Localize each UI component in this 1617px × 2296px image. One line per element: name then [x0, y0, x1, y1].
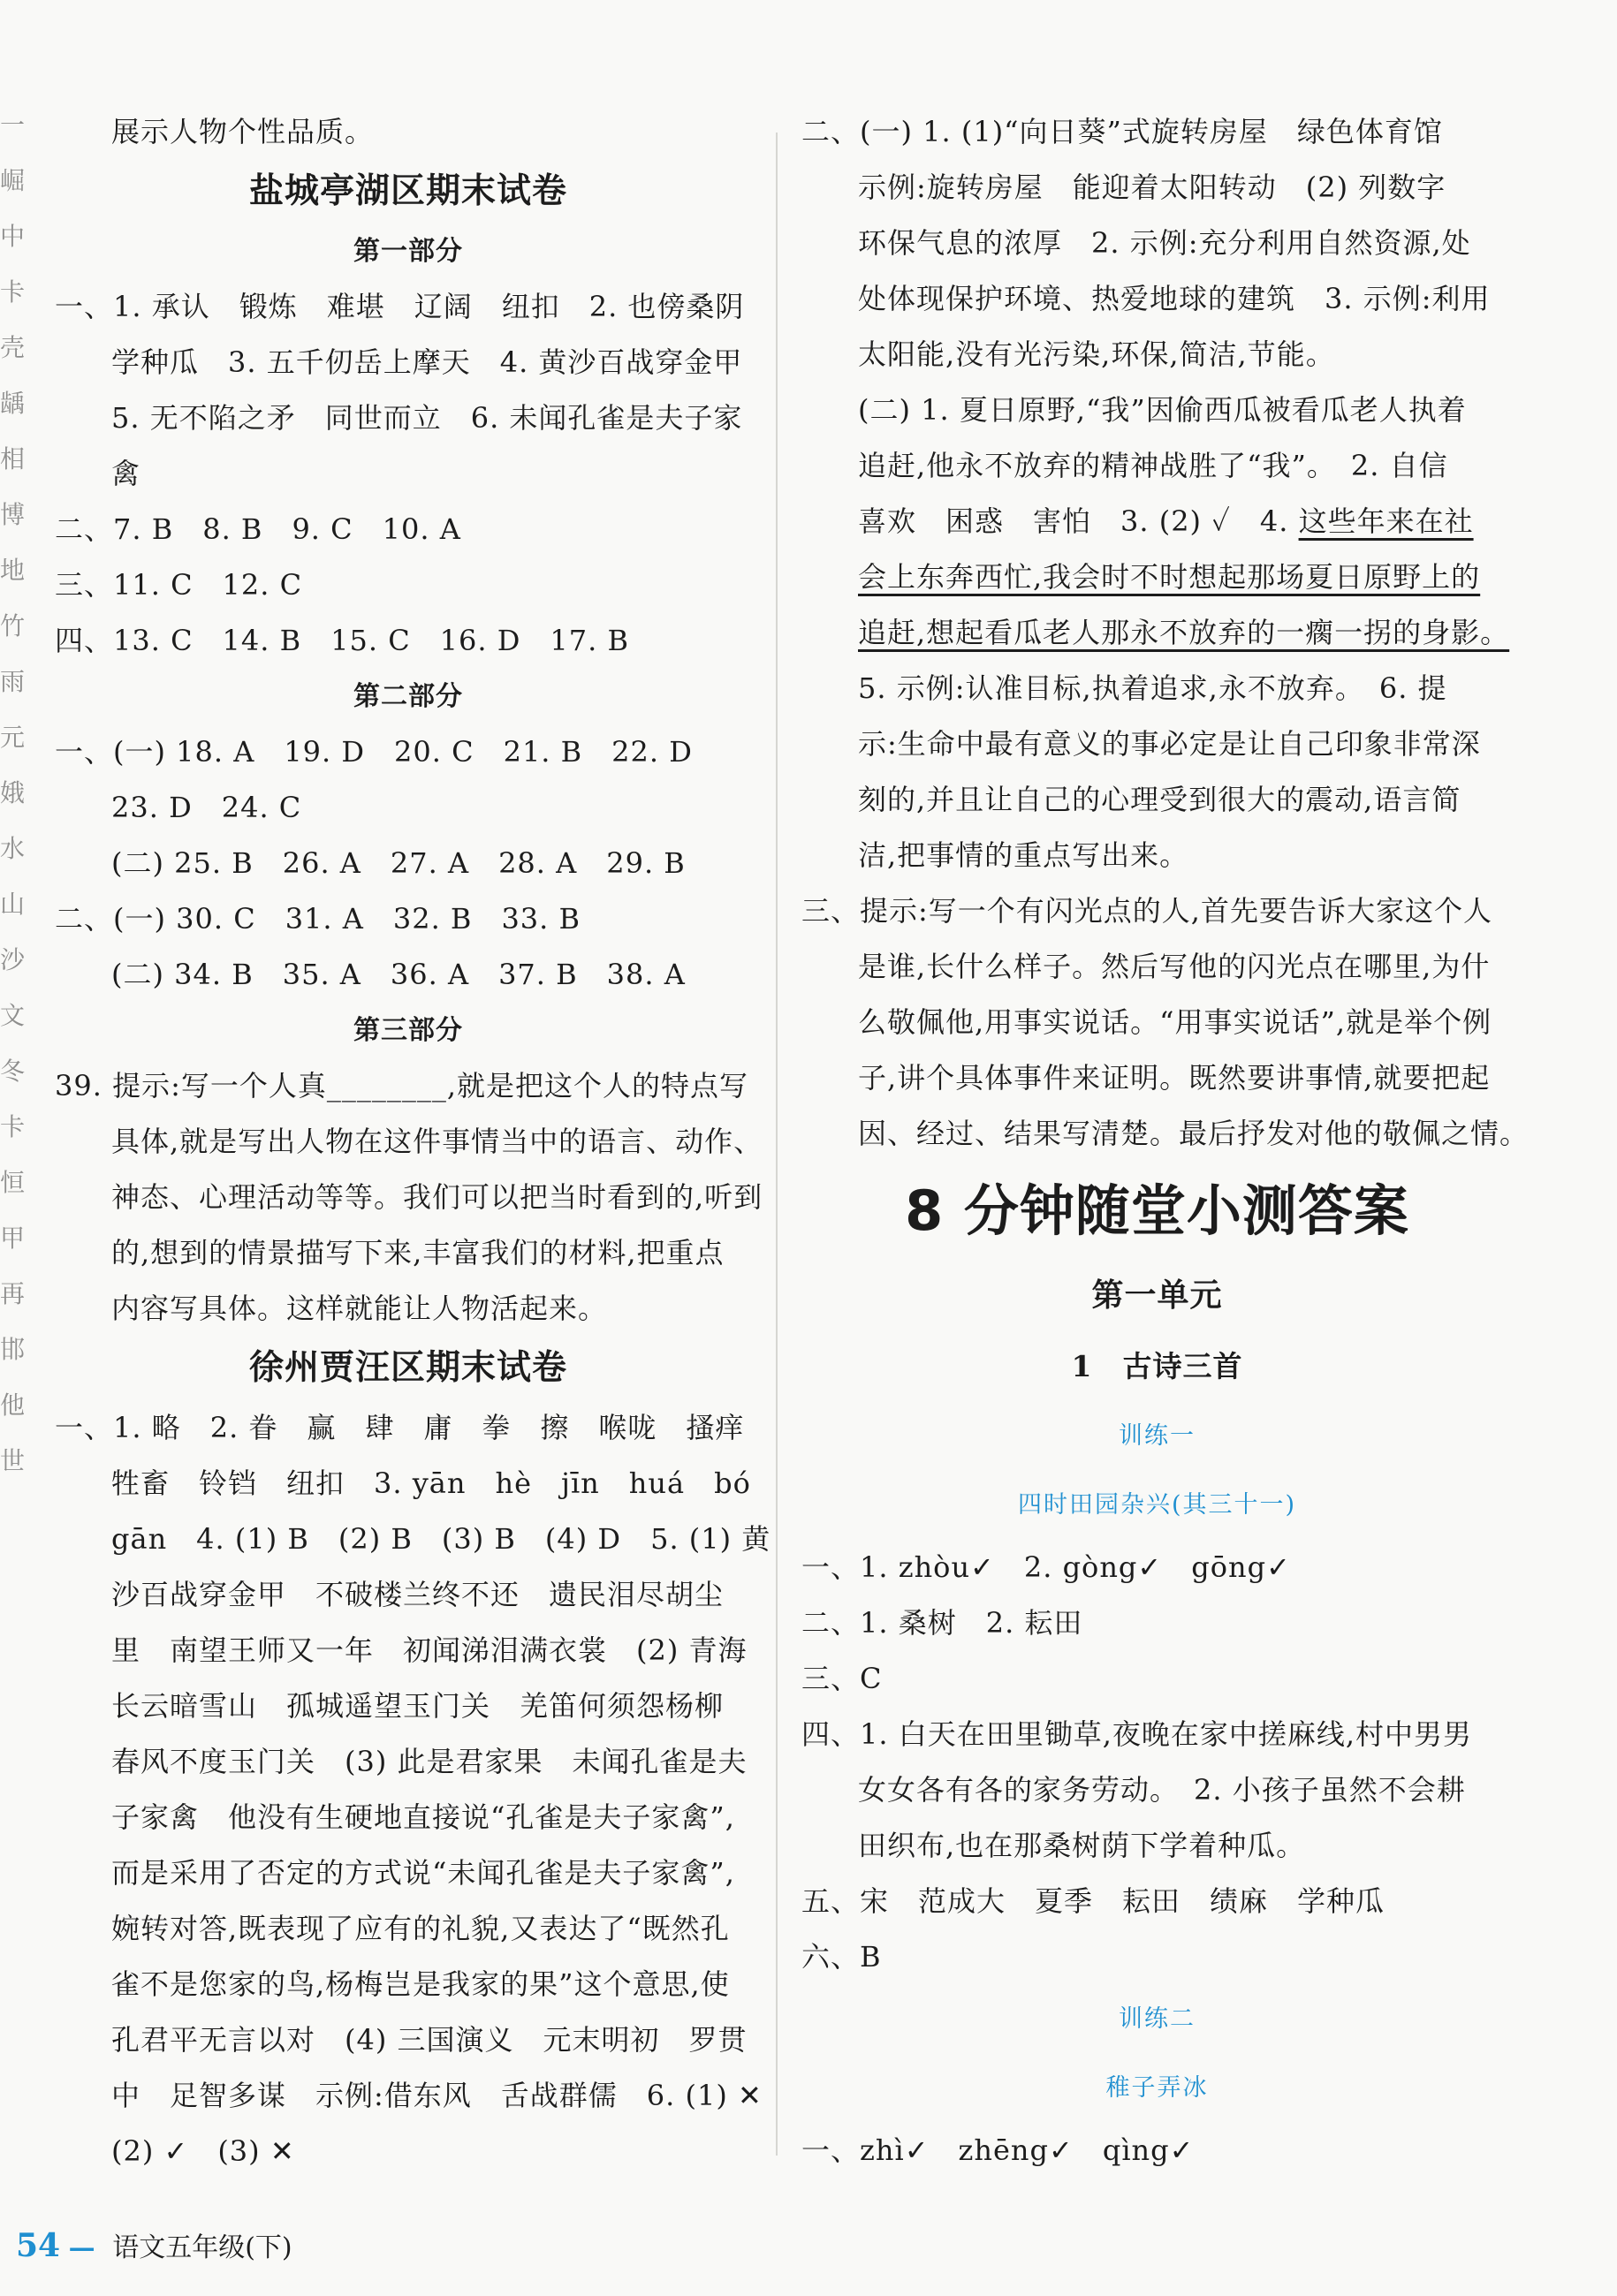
- answer-line: 女女各有各的家务劳动。 2. 小孩子虽然不会耕: [858, 1773, 1466, 1807]
- answer-line: 四、1. 白天在田里锄草,夜晚在家中搓麻线,村中男男: [801, 1717, 1473, 1751]
- answer-line: 神态、心理活动等等。我们可以把当时看到的,听到: [111, 1180, 763, 1214]
- answer-line: 六、B: [801, 1940, 882, 1974]
- answer-line: 追赶,想起看瓜老人那永不放弃的一瘸一拐的身影。: [858, 616, 1510, 649]
- answer-line: 二、7. B 8. B 9. C 10. A: [55, 512, 461, 546]
- answer-line: 23. D 24. C: [111, 791, 302, 824]
- answer-line: 示例:旋转房屋 能迎着太阳转动 (2) 列数字: [858, 170, 1446, 204]
- answer-line: 中 足智多谋 示例:借东风 舌战群儒 6. (1) ✕: [111, 2079, 763, 2112]
- section-title: 盐城亭湖区期末试卷: [248, 171, 567, 211]
- answer-line: 39. 提示:写一个人真________,就是把这个人的特点写: [55, 1069, 749, 1103]
- answer-line: 5. 无不陷之矛 同世而立 6. 未闻孔雀是夫子家: [111, 401, 743, 435]
- section-title: 徐州贾汪区期末试卷: [248, 1348, 567, 1388]
- right-column: [801, 104, 1530, 2179]
- answer-line: (二) 1. 夏日原野,“我”因偷西瓜被看瓜老人执着: [858, 393, 1467, 427]
- answer-line: 一、zhì✓ zhēng✓ qìng✓: [801, 2133, 1195, 2167]
- answer-line: 沙百战穿金甲 不破楼兰终不还 遗民泪尽胡尘: [111, 1578, 725, 1611]
- answer-line: gān 4. (1) B (2) B (3) B (4) D 5. (1) 黄: [111, 1522, 771, 1556]
- answer-line: 处体现保护环境、热爱地球的建筑 3. 示例:利用: [858, 282, 1491, 315]
- answer-line: 一、1. 承认 锻炼 难堪 辽阔 纽扣 2. 也傍桑阴: [55, 290, 745, 323]
- part-heading: 第二部分: [353, 681, 463, 712]
- answer-line: 三、11. C 12. C: [55, 568, 303, 602]
- answer-line: 一、1. 略 2. 眷 赢 肆 庸 拳 擦 喉咙 搔痒: [55, 1411, 745, 1444]
- answer-line: 子家禽 他没有生硬地直接说“孔雀是夫子家禽”,: [111, 1800, 735, 1834]
- underlined-answer-text: 这些年来在社: [1298, 504, 1474, 538]
- answer-line: 5. 示例:认准目标,执着追求,永不放弃。 6. 提: [858, 671, 1447, 705]
- answer-line: 禽: [111, 457, 141, 490]
- answer-line: 长云暗雪山 孤城遥望玉门关 羌笛何须怨杨柳: [111, 1689, 725, 1723]
- column-divider: [776, 133, 778, 2156]
- answer-line: 内容写具体。这样就能让人物活起来。: [111, 1292, 608, 1325]
- answer-line: 二、(一) 1. (1)“向日葵”式旋转房屋 绿色体育馆: [801, 115, 1443, 148]
- answer-line: 么敬佩他,用事实说话。“用事实说话”,就是举个例: [858, 1005, 1492, 1039]
- answer-line: 雀不是您家的鸟,杨梅岂是我家的果”这个意思,使: [111, 1967, 730, 2001]
- answer-line: 刻的,并且让自己的心理受到很大的震动,语言简: [858, 783, 1461, 816]
- answer-line: 示:生命中最有意义的事必定是让自己印象非常深: [858, 727, 1481, 761]
- answer-line: 春风不度玉门关 (3) 此是君家果 未闻孔雀是夫: [111, 1745, 748, 1778]
- answer-line: 一、(一) 18. A 19. D 20. C 21. B 22. D: [55, 735, 693, 769]
- answer-line: 孔君平无言以对 (4) 三国演义 元末明初 罗贯: [111, 2023, 748, 2057]
- left-margin-bleed-text: 一崛中卡壳龋相博地竹雨元娥水山沙文冬卡恒甲再邯他世: [0, 110, 26, 1475]
- unit-heading: 第一单元: [1091, 1277, 1223, 1314]
- exercise-label: 训练一: [1119, 1422, 1196, 1450]
- answer-line: 展示人物个性品质。: [111, 115, 375, 148]
- footer-subject: 语文五年级(下): [112, 2232, 292, 2263]
- answer-line: 因、经过、结果写清楚。最后抒发对他的敬佩之情。: [858, 1117, 1530, 1150]
- footer-dash: —: [68, 2232, 95, 2263]
- answer-line: 会上东奔西忙,我会时不时想起那场夏日原野上的: [858, 560, 1481, 594]
- answer-line: 具体,就是写出人物在这件事情当中的语言、动作、: [111, 1125, 763, 1158]
- answer-line: 喜欢 困惑 害怕 3. (2) ✓ 4. 这些年来在社: [858, 504, 1474, 538]
- answer-line: 三、C: [801, 1662, 883, 1695]
- exercise-label: 训练二: [1119, 2005, 1196, 2033]
- exercise-label: 四时田园杂兴(其三十一): [1017, 1491, 1297, 1519]
- left-column: [55, 104, 771, 2179]
- part-heading: 第一部分: [353, 236, 463, 267]
- answer-line: 环保气息的浓厚 2. 示例:充分利用自然资源,处: [858, 226, 1471, 260]
- answer-line: 追赶,他永不放弃的精神战胜了“我”。 2. 自信: [858, 449, 1448, 482]
- answer-line: 是谁,长什么样子。然后写他的闪光点在哪里,为什: [858, 950, 1491, 983]
- answer-line: 洁,把事情的重点写出来。: [858, 838, 1189, 872]
- answer-line: 的,想到的情景描写下来,丰富我们的材料,把重点: [111, 1236, 725, 1269]
- page-footer: [0, 2219, 292, 2272]
- answer-line: 婉转对答,既表现了应有的礼貌,又表达了“既然孔: [111, 1912, 730, 1945]
- answer-line: 学种瓜 3. 五千仞岳上摩天 4. 黄沙百战穿金甲: [111, 345, 743, 379]
- page-number: 54: [16, 2227, 61, 2264]
- answer-line: 太阳能,没有光污染,环保,简洁,节能。: [858, 337, 1335, 371]
- answer-line: 牲畜 铃铛 纽扣 3. yān hè jīn huá bó: [111, 1466, 751, 1500]
- exercise-label: 稚子弄冰: [1105, 2074, 1209, 2102]
- answer-line: (二) 25. B 26. A 27. A 28. A 29. B: [111, 846, 686, 880]
- answer-line: 一、1. zhòu✓ 2. gòng✓ gōng✓: [801, 1550, 1291, 1584]
- answer-line: 五、宋 范成大 夏季 耘田 绩麻 学种瓜: [801, 1884, 1385, 1918]
- answer-line: 四、13. C 14. B 15. C 16. D 17. B: [55, 624, 629, 657]
- answer-line: (二) 34. B 35. A 36. A 37. B 38. A: [111, 958, 686, 991]
- answer-line: 二、(一) 30. C 31. A 32. B 33. B: [55, 902, 581, 936]
- part-heading: 第三部分: [353, 1015, 463, 1046]
- answer-line: 里 南望王师又一年 初闻涕泪满衣裳 (2) 青海: [111, 1633, 748, 1667]
- answer-line: (2) ✓ (3) ✕: [111, 2134, 295, 2168]
- answer-line: 而是采用了否定的方式说“未闻孔雀是夫子家禽”,: [111, 1856, 735, 1890]
- answer-line: 子,讲个具体事件来证明。既然要讲事情,就要把起: [858, 1061, 1491, 1095]
- lesson-heading: 1 古诗三首: [1071, 1349, 1243, 1383]
- answer-line: 三、提示:写一个有闪光点的人,首先要告诉大家这个人: [801, 894, 1492, 928]
- main-heading: 8 分钟随堂小测答案: [905, 1178, 1409, 1243]
- answer-line: 二、1. 桑树 2. 耘田: [801, 1606, 1083, 1640]
- answer-line: 田织布,也在那桑树荫下学着种瓜。: [858, 1829, 1306, 1862]
